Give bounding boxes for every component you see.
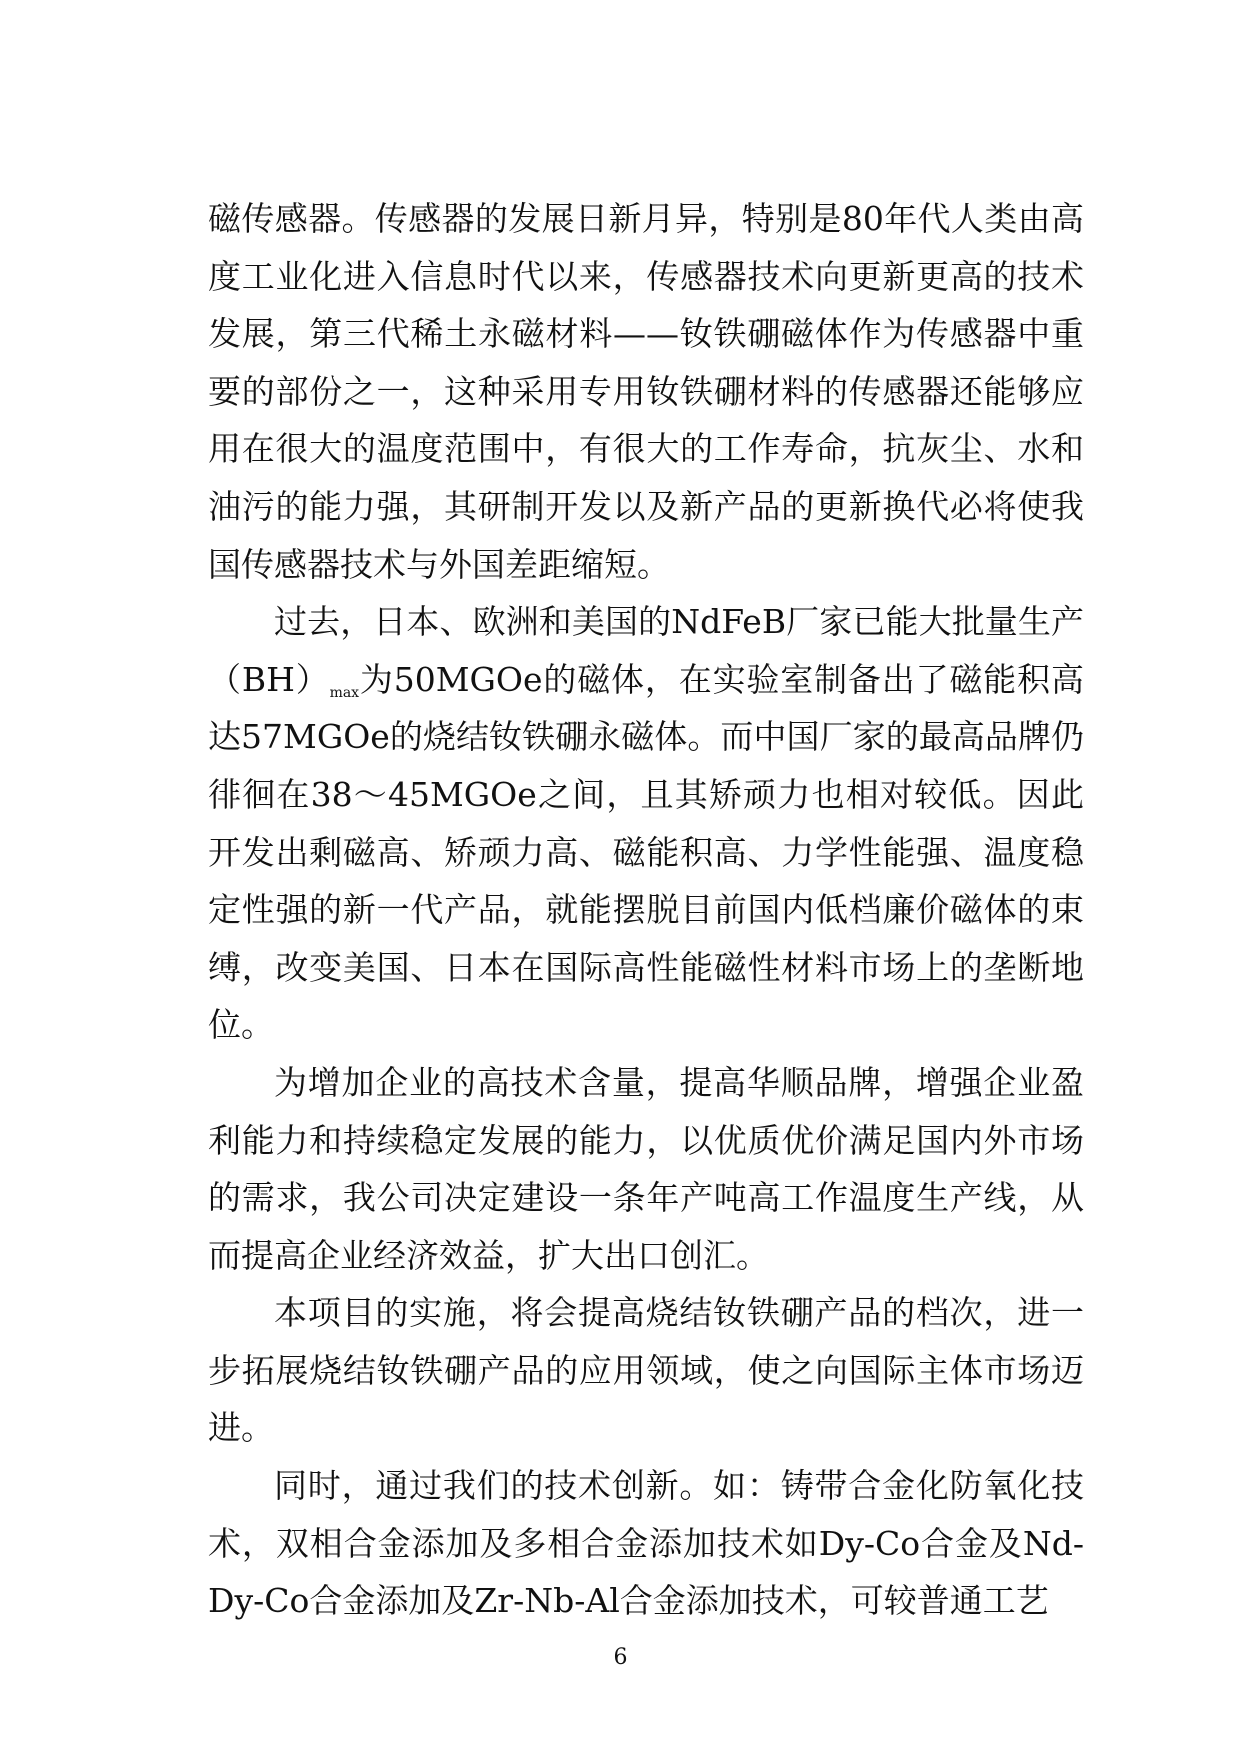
paragraph-technical-innovation: 同时，通过我们的技术创新。如：铸带合金化防氧化技术，双相合金添加及多相合金添加技术如Dy-Co合金及Nd-Dy-Co合金添加及Zr-Nb-Al合金添加技术，可较普通工艺 xyxy=(208,1466,1084,1621)
paragraph-project-implementation: 本项目的实施，将会提高烧结钕铁硼产品的档次，进一步拓展烧结钕铁硼产品的应用领域，使之向国际主体市场迈进。 xyxy=(208,1293,1084,1448)
paragraph-text-before-subscript: 过去，日本、欧洲和美国的NdFeB厂家已能大批量生产（BH） xyxy=(208,602,1084,699)
body-text xyxy=(208,190,1084,1630)
paragraph-company-plan: 为增加企业的高技术含量，提高华顺品牌，增强企业盈利能力和持续稳定发展的能力，以优质优价满足国内外市场的需求，我公司决定建设一条年产吨高工作温度生产线，从而提高企业经济效益，扩大出口创汇。 xyxy=(208,1062,1084,1275)
paragraph-ndfeb-comparison xyxy=(208,593,1084,1054)
paragraph-continuation: 磁传感器。传感器的发展日新月异，特别是80年代人类由高度工业化进入信息时代以来，传感器技术向更新更高的技术发展，第三代稀土永磁材料——钕铁硼磁体作为传感器中重要的部份之一，这种采用专用钕铁硼材料的传感器还能够应用在很大的温度范围中，有很大的工作寿命，抗灰尘、水和油污的能力强，其研制开发以及新产品的更新换代必将使我国传感器技术与外国差距缩短。 xyxy=(208,199,1084,584)
subscript-max: max xyxy=(329,684,360,701)
page-number: 6 xyxy=(613,1645,628,1670)
paragraph-text-after-subscript: 为50MGOe的磁体，在实验室制备出了磁能积高达57MGOe的烧结钕铁硼永磁体。而中国厂家的最高品牌仍徘徊在38～45MGOe之间，且其矫顽力也相对较低。因此开发出剩磁高、矫顽力高、磁能积高、力学性能强、温度稳定性强的新一代产品，就能摆脱目前国内低档廉价磁体的束缚，改变美国、日本在国际高性能磁性材料市场上的垄断地位。 xyxy=(208,659,1084,1045)
